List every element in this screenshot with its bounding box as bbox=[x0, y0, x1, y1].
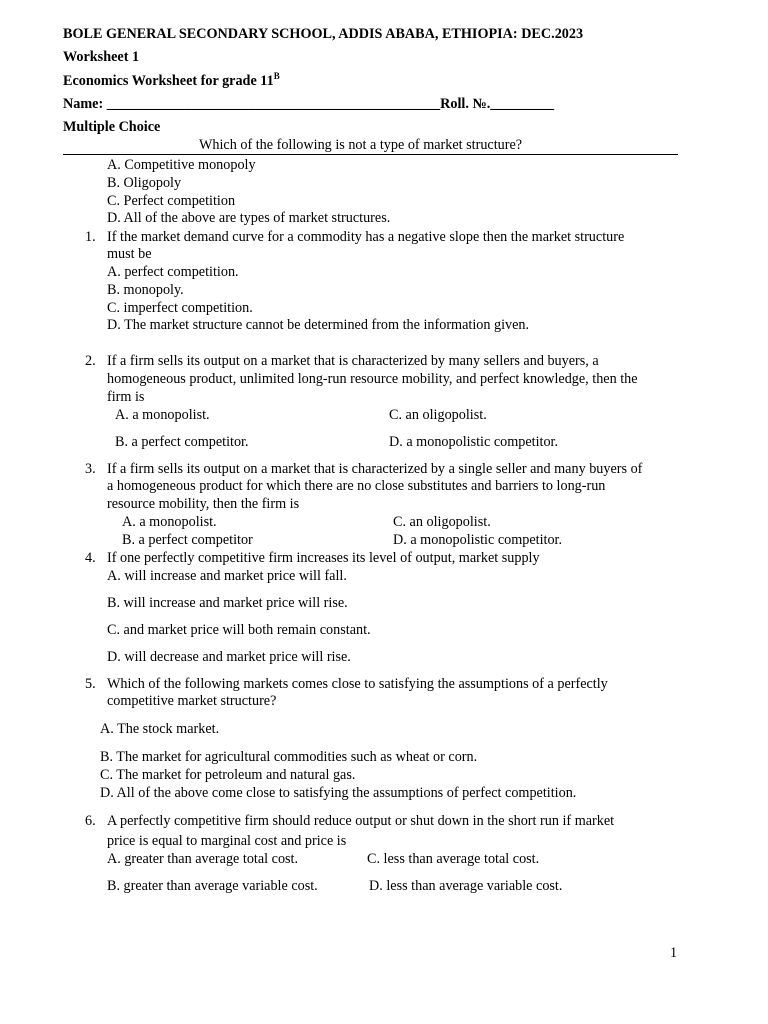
divider-line bbox=[63, 154, 678, 155]
q2-option-d: D. a monopolistic competitor. bbox=[389, 434, 559, 450]
q6-option-c: C. less than average total cost. bbox=[367, 851, 540, 867]
q0-option-d: D. All of the above are types of market structures. bbox=[107, 210, 391, 226]
q3-option-b: B. a perfect competitor bbox=[122, 532, 253, 548]
q1-option-a: A. perfect competition. bbox=[107, 264, 239, 280]
q2-stem-line-3: firm is bbox=[107, 389, 145, 405]
q2-option-a: A. a monopolist. bbox=[115, 407, 210, 423]
q3-option-d: D. a monopolistic competitor. bbox=[393, 532, 563, 548]
q2-number: 2. bbox=[85, 353, 96, 369]
q3-option-a: A. a monopolist. bbox=[122, 514, 217, 530]
worksheet-title: Worksheet 1 bbox=[63, 49, 140, 65]
q3-option-c: C. an oligopolist. bbox=[393, 514, 491, 530]
q4-option-b: B. will increase and market price will rise. bbox=[107, 595, 348, 611]
q1-stem-line-2: must be bbox=[107, 246, 152, 262]
q0-option-a: A. Competitive monopoly bbox=[107, 157, 256, 173]
grade-superscript: B bbox=[273, 71, 280, 81]
q5-stem-line-2: competitive market structure? bbox=[107, 693, 277, 709]
q5-option-c: C. The market for petroleum and natural gas. bbox=[100, 767, 356, 783]
q5-number: 5. bbox=[85, 676, 96, 692]
q4-option-a: A. will increase and market price will fall. bbox=[107, 568, 347, 584]
q1-option-b: B. monopoly. bbox=[107, 282, 184, 298]
q0-option-b: B. Oligopoly bbox=[107, 175, 182, 191]
q5-stem-line-1: Which of the following markets comes close to satisfying the assumptions of a perfectly bbox=[107, 676, 608, 692]
q6-number: 6. bbox=[85, 813, 96, 829]
q4-number: 4. bbox=[85, 550, 96, 566]
q6-option-a: A. greater than average total cost. bbox=[107, 851, 299, 867]
q6-stem-line-2: price is equal to marginal cost and price is bbox=[107, 833, 347, 849]
q3-stem-line-1: If a firm sells its output on a market that is characterized by a single seller and many buyers of bbox=[107, 461, 643, 477]
q3-number: 3. bbox=[85, 461, 96, 477]
page-number: 1 bbox=[670, 945, 678, 961]
q6-stem-line-1: A perfectly competitive firm should reduce output or shut down in the short run if market bbox=[107, 813, 615, 829]
q1-option-c: C. imperfect competition. bbox=[107, 300, 253, 316]
q4-stem-line-1: If one perfectly competitive firm increases its level of output, market supply bbox=[107, 550, 540, 566]
q5-option-b: B. The market for agricultural commodities such as wheat or corn. bbox=[100, 749, 478, 765]
name-roll-line: Name: _______________________________________________Roll. №._________ bbox=[63, 96, 555, 112]
school-title: BOLE GENERAL SECONDARY SCHOOL, ADDIS ABABA, ETHIOPIA: DEC.2023 bbox=[63, 26, 584, 42]
q3-stem-line-2: a homogeneous product for which there are no close substitutes and barriers to long-run bbox=[107, 478, 606, 494]
q4-option-d: D. will decrease and market price will rise. bbox=[107, 649, 351, 665]
q2-option-b: B. a perfect competitor. bbox=[115, 434, 249, 450]
q2-stem-line-2: homogeneous product, unlimited long-run resource mobility, and perfect knowledge, then the bbox=[107, 371, 638, 387]
q6-option-b: B. greater than average variable cost. bbox=[107, 878, 318, 894]
q0-stem: Which of the following is not a type of market structure? bbox=[199, 137, 523, 153]
q0-option-c: C. Perfect competition bbox=[107, 193, 236, 209]
section-heading: Multiple Choice bbox=[63, 119, 161, 135]
subject-text: Economics Worksheet for grade 11 bbox=[63, 73, 274, 89]
subject-title bbox=[63, 72, 280, 90]
q3-stem-line-3: resource mobility, then the firm is bbox=[107, 496, 300, 512]
q5-option-a: A. The stock market. bbox=[100, 721, 220, 737]
q4-option-c: C. and market price will both remain constant. bbox=[107, 622, 371, 638]
q1-option-d: D. The market structure cannot be determined from the information given. bbox=[107, 317, 530, 333]
q2-option-c: C. an oligopolist. bbox=[389, 407, 487, 423]
q1-stem-line-1: If the market demand curve for a commodity has a negative slope then the market structure bbox=[107, 229, 625, 245]
q5-option-d: D. All of the above come close to satisfying the assumptions of perfect competition. bbox=[100, 785, 577, 801]
q6-option-d: D. less than average variable cost. bbox=[369, 878, 563, 894]
q2-stem-line-1: If a firm sells its output on a market that is characterized by many sellers and buyers, a bbox=[107, 353, 599, 369]
q1-number: 1. bbox=[85, 229, 96, 245]
